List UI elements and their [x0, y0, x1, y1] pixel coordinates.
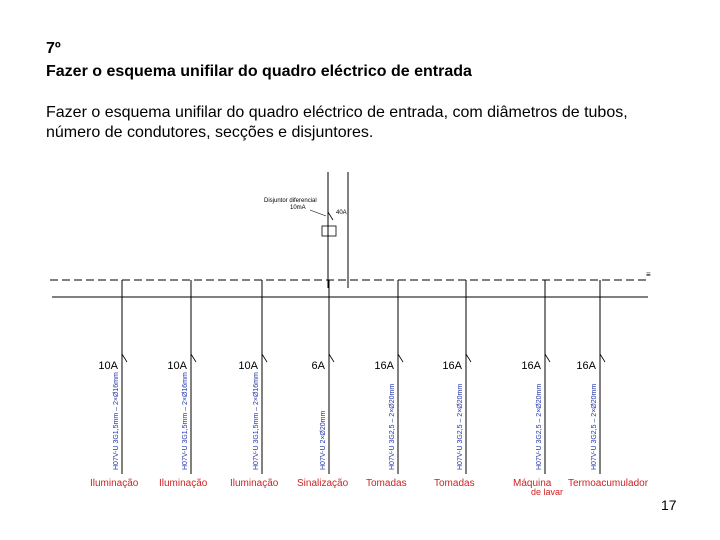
circuit-cable-spec: H07V-U 3G1,5mm – 2×Ø16mm: [182, 372, 189, 470]
description-line-1: Fazer o esquema unifilar do quadro eléctrico de entrada, com diâmetros de tubos,: [46, 104, 628, 121]
circuit-label: Máquina: [513, 478, 552, 489]
circuit-label-2: de lavar: [531, 487, 564, 497]
circuit-amp-label: 10A: [238, 360, 258, 372]
circuit-label: Tomadas: [366, 478, 407, 489]
main-breaker-label-2: 10mA: [290, 205, 306, 211]
main-breaker-leader: [310, 210, 326, 216]
circuit-breaker-switch: [600, 354, 605, 362]
main-breaker-rating: 40A: [336, 210, 347, 216]
circuit-breaker-switch: [466, 354, 471, 362]
circuit-breaker-switch: [262, 354, 267, 362]
slide-number: 7º: [46, 40, 61, 57]
circuit-amp-label: 16A: [374, 360, 394, 372]
main-breaker-switch: [328, 212, 333, 220]
circuit-amp-label: 10A: [167, 360, 187, 372]
circuit-amp-label: 16A: [442, 360, 462, 372]
circuit-breaker-switch: [329, 354, 334, 362]
circuit-cable-spec: H07V-U 3G2,5 – 2×Ø20mm: [389, 383, 396, 470]
circuit-cable-spec: H07V-U 2×Ø20mm: [320, 410, 327, 470]
main-breaker-symbol: [322, 226, 336, 236]
circuit-amp-label: 6A: [311, 360, 325, 372]
circuit-label: Termoacumulador: [568, 478, 649, 489]
page-number: 17: [661, 497, 677, 513]
circuit-breaker-switch: [545, 354, 550, 362]
circuit-label: Iluminação: [90, 478, 139, 489]
circuit-cable-spec: H07V-U 3G1,5mm – 2×Ø16mm: [113, 372, 120, 470]
circuit-amp-label: 10A: [98, 360, 118, 372]
circuit-amp-label: 16A: [576, 360, 596, 372]
circuit-breaker-switch: [122, 354, 127, 362]
circuit-breaker-switch: [398, 354, 403, 362]
circuit-label: Sinalização: [297, 478, 349, 489]
main-breaker-label-1: Disjuntor diferencial: [264, 198, 317, 204]
circuit-cable-spec: H07V-U 3G2,5 – 2×Ø20mm: [536, 383, 543, 470]
circuit-amp-label: 16A: [521, 360, 541, 372]
circuit-cable-spec: H07V-U 3G1,5mm – 2×Ø16mm: [253, 372, 260, 470]
description-line-2: número de condutores, secções e disjuntores.: [46, 124, 374, 141]
circuit-cable-spec: H07V-U 3G2,5 – 2×Ø20mm: [457, 383, 464, 470]
circuit-breaker-switch: [191, 354, 196, 362]
circuits-group: [90, 280, 649, 497]
slide-title: Fazer o esquema unifilar do quadro eléctrico de entrada: [46, 63, 472, 80]
circuit-cable-spec: H07V-U 3G2,5 – 2×Ø20mm: [591, 383, 598, 470]
circuit-label: Iluminação: [159, 478, 208, 489]
earth-symbol: ≡: [646, 270, 651, 279]
circuit-label: Tomadas: [434, 478, 475, 489]
circuit-label: Iluminação: [230, 478, 279, 489]
